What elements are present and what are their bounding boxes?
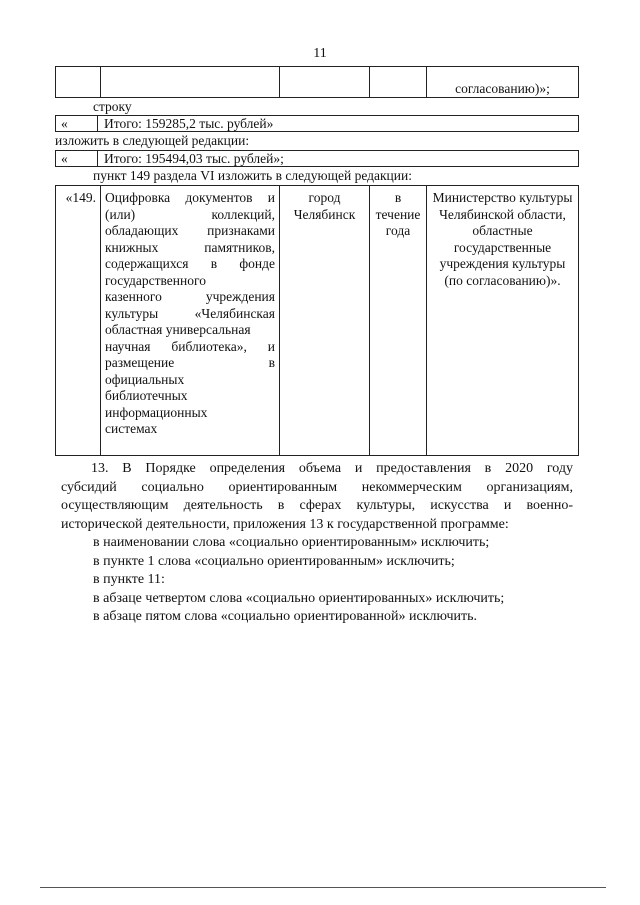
instruction-line: в наименовании слова «социально ориентированным» исключить; (93, 535, 490, 550)
instruction-line: в пункте 1 слова «социально ориентированным» исключить; (93, 553, 455, 569)
table-cell (280, 67, 370, 98)
desc-line: информационных (105, 404, 208, 420)
para-line: осуществляющим деятельность в сферах культуры, искусства и военно- (61, 498, 573, 513)
instruction-line: в пункте 11: (93, 572, 165, 587)
table-row (56, 186, 579, 456)
para-line: субсидий социально ориентированным некоммерческим организациям, (61, 479, 573, 495)
table-item-149 (55, 185, 579, 456)
desc-line: Оцифровка документов и (105, 190, 275, 205)
line-stroku: строку (93, 99, 132, 114)
item-term: в течение года (370, 186, 427, 456)
line-replace: изложить в следующей редакции: (55, 133, 250, 148)
desc-line: казенного учреждения (105, 289, 275, 304)
footer-divider (40, 887, 606, 888)
line-point-149: пункт 149 раздела VI изложить в следующей редакции: (93, 168, 412, 183)
desc-line: библиотечных (105, 388, 188, 403)
item-description (101, 186, 280, 456)
desc-line: размещение в (105, 355, 275, 370)
table-cell (101, 67, 280, 98)
row-old-quote: « (56, 116, 98, 131)
para-line: 13. В Порядке определения объема и предоставления в 2020 году (91, 461, 573, 476)
row-old-text: Итого: 159285,2 тыс. рублей» (104, 116, 274, 131)
desc-line: (или) коллекций, (105, 206, 275, 222)
desc-line: областная универсальная (105, 322, 251, 337)
desc-line: книжных памятников, (105, 239, 275, 255)
para-line: исторической деятельности, приложения 13 к государственной программе: (61, 516, 509, 532)
instruction-line: в абзаце четвертом слова «социально ориентированных» исключить; (93, 590, 505, 606)
table-continuation (55, 66, 579, 98)
table-cell-executor: согласованию)»; (427, 67, 579, 98)
instruction-line: в абзаце пятом слова «социально ориентированной» исключить. (93, 609, 477, 624)
desc-line: государственного (105, 272, 206, 288)
row-new-quote: « (56, 151, 98, 166)
row-new-text: Итого: 195494,03 тыс. рублей»; (104, 151, 284, 166)
paragraph-13 (61, 460, 573, 534)
item-place: город Челябинск (280, 186, 370, 456)
page-number: 11 (313, 46, 327, 61)
row-new-total (55, 150, 579, 167)
table-row (56, 67, 579, 98)
item-number: «149. (56, 186, 101, 456)
desc-line: научная библиотека», и (105, 338, 275, 354)
desc-line: системах (105, 421, 158, 436)
item-executor: Министерство культуры Челябинской области, областные государственные учреждения культуры (по согласованию)». (427, 186, 579, 456)
desc-line: официальных (105, 371, 185, 387)
table-cell (370, 67, 427, 98)
desc-line: культуры «Челябинская (105, 305, 275, 321)
desc-line: содержащихся в фонде (105, 256, 275, 271)
table-cell (56, 67, 101, 98)
desc-line: обладающих признаками (105, 223, 275, 238)
row-old-total (55, 115, 579, 132)
